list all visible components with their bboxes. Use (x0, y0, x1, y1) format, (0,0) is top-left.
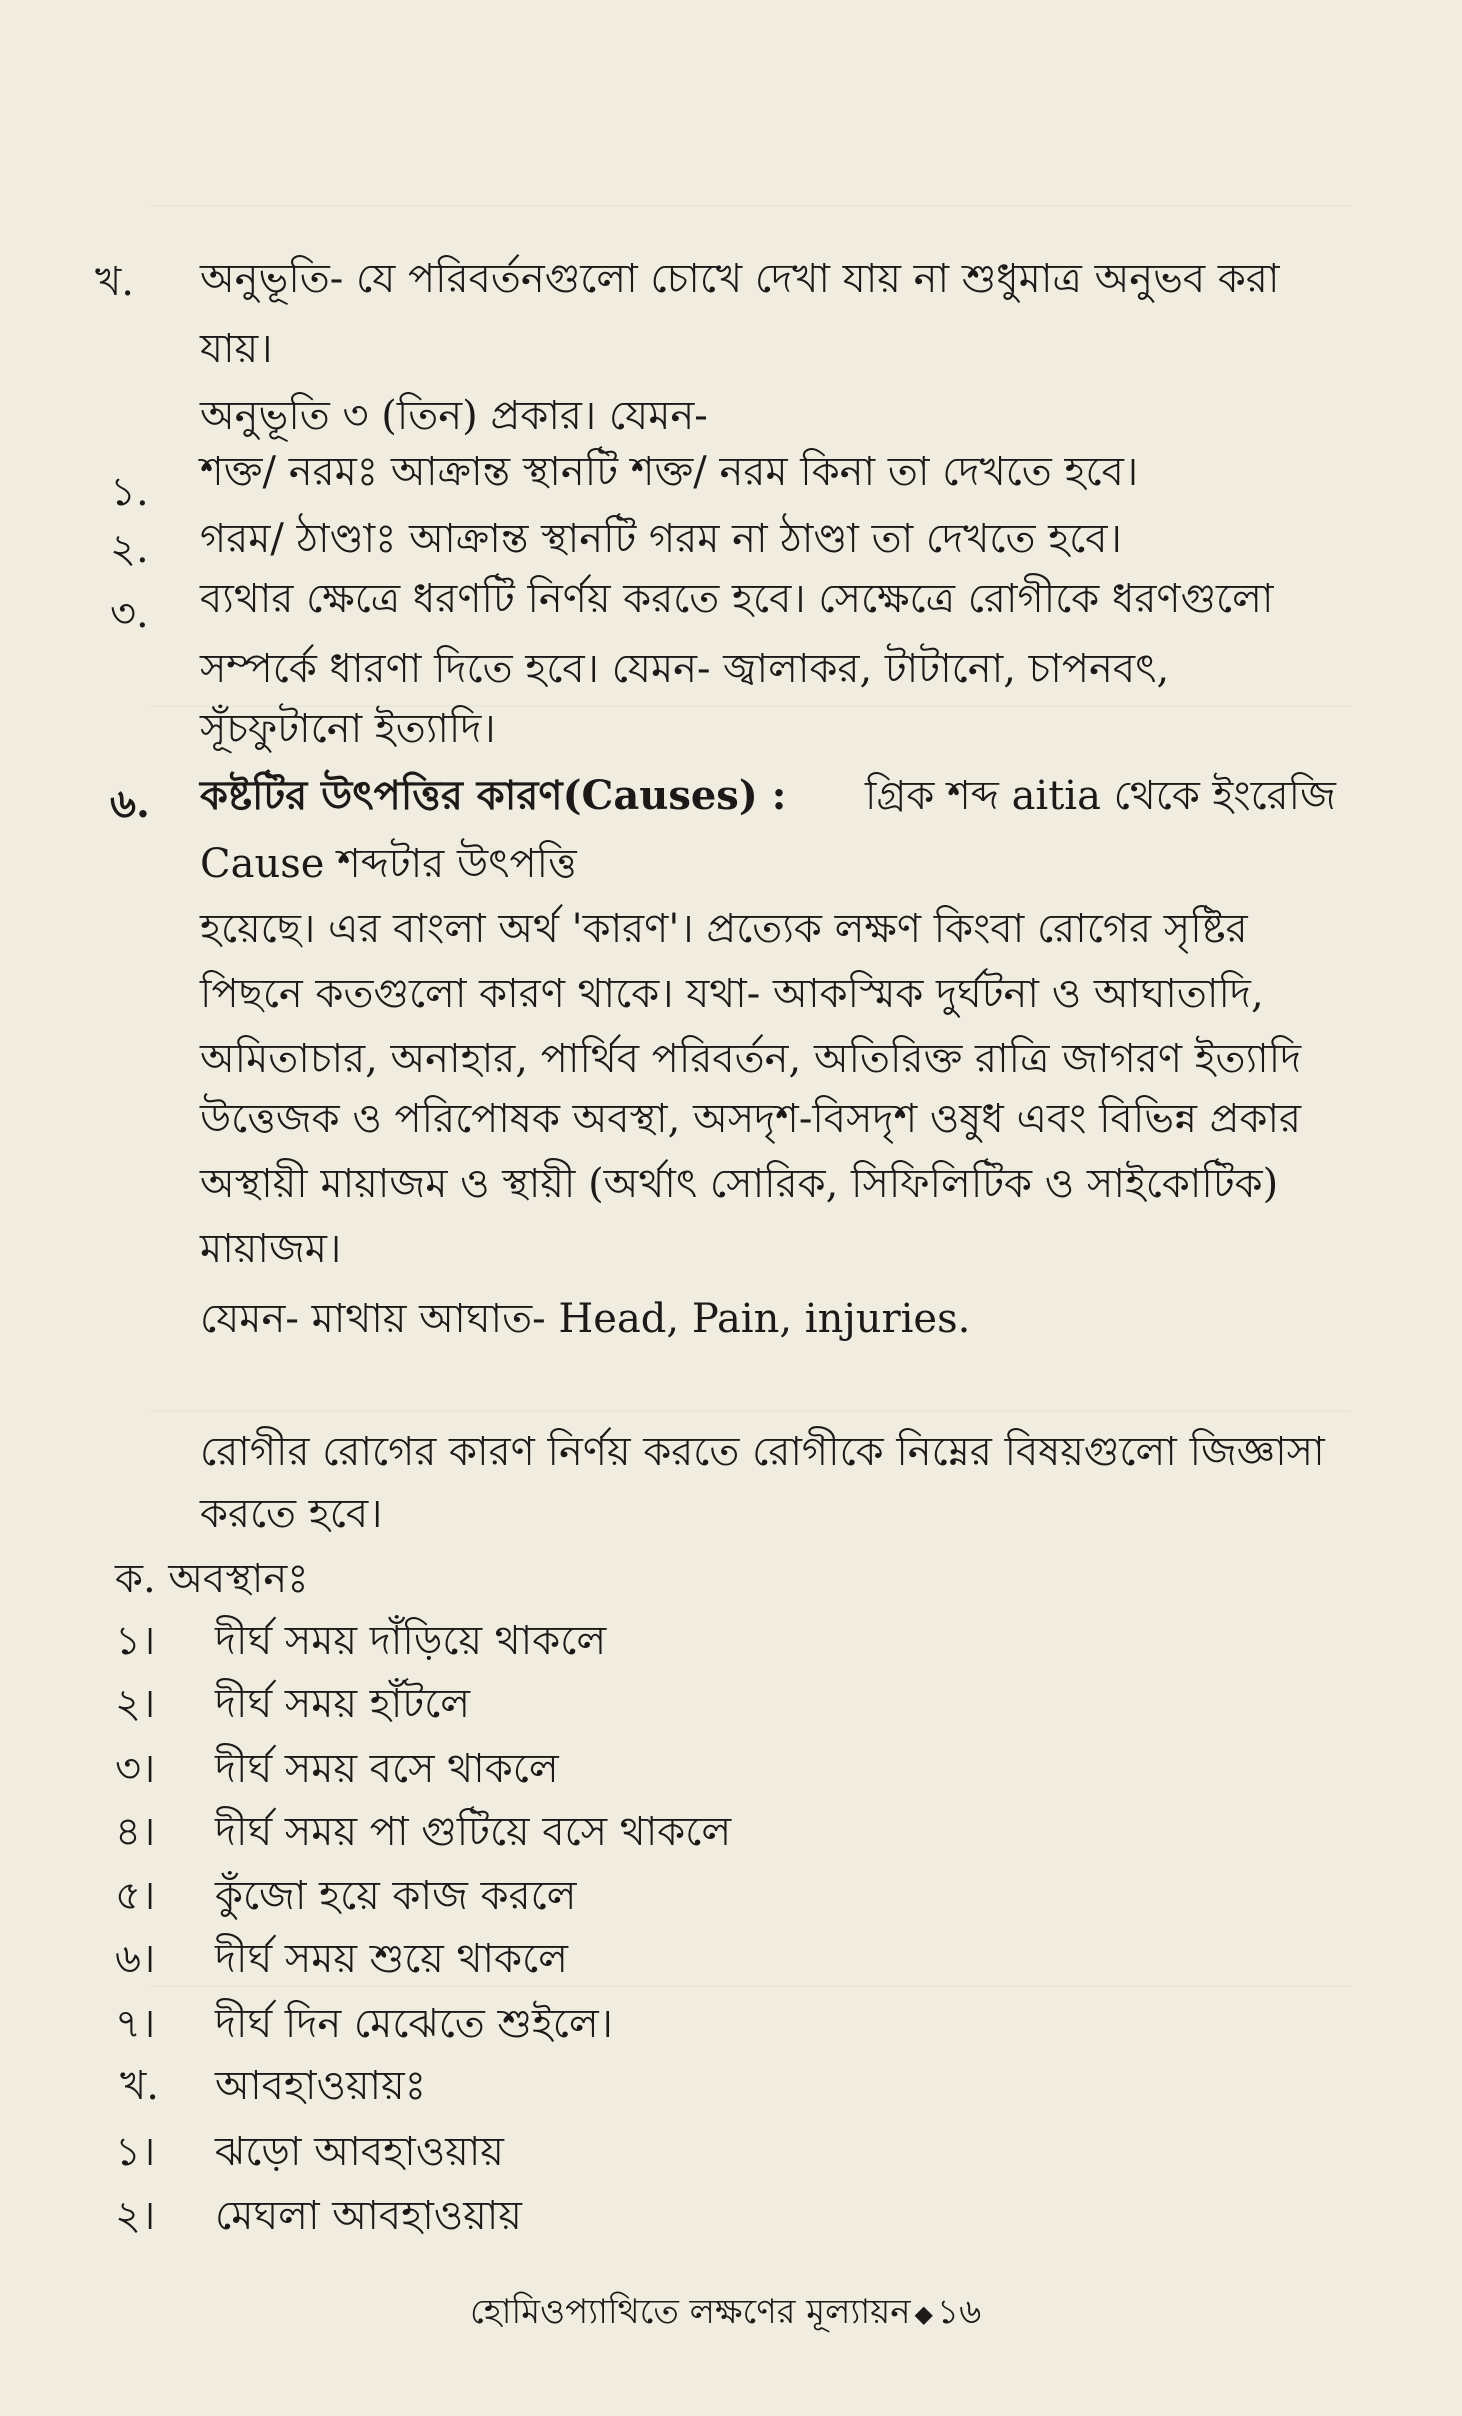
section-number: খ. (95, 259, 134, 305)
list-item: দীর্ঘ সময় হাঁটলে (215, 1681, 471, 1727)
paragraph-line: অস্থায়ী মায়াজম ও স্থায়ী (অর্থাৎ সোরিক, সিফিলিটিক ও সাইকোটিক) (200, 1161, 1279, 1207)
text-line: যায়। (200, 326, 273, 372)
subsection-heading: আবহাওয়ায়ঃ (215, 2063, 427, 2109)
paragraph-line: উত্তেজক ও পরিপোষক অবস্থা, অসদৃশ-বিসদৃশ ওষুধ এবং বিভিন্ন প্রকার (200, 1096, 1302, 1142)
example-line: যেমন- মাথায় আঘাত- Head, Pain, injuries. (200, 1296, 971, 1342)
subsection-heading: ক. অবস্থানঃ (115, 1556, 309, 1602)
list-item: শক্ত/ নরমঃ আক্রান্ত স্থানটি শক্ত/ নরম কিনা তা দেখতে হবে। (200, 449, 1139, 495)
page-footer (470, 2290, 981, 2336)
section-heading: কষ্টটির উৎপত্তির কারণ(Causes) : (200, 772, 787, 819)
list-item: গরম/ ঠাণ্ডাঃ আক্রান্ত স্থানটি গরম না ঠাণ্ডা তা দেখতে হবে। (200, 516, 1122, 562)
list-number: ৫। (115, 1873, 156, 1919)
list-item: দীর্ঘ সময় দাঁড়িয়ে থাকলে (215, 1618, 607, 1664)
text-line: অনুভূতি- যে পরিবর্তনগুলো চোখে দেখা যায় না শুধুমাত্র অনুভব করা (200, 256, 1280, 302)
text-line: করতে হবে। (200, 1491, 383, 1537)
list-number: ৩. (110, 591, 149, 637)
list-item: মেঘলা আবহাওয়ায় (215, 2193, 522, 2239)
footer-title: হোমিওপ্যাথিতে লক্ষণের মূল্যায়ন (470, 2292, 911, 2332)
list-number: ১। (115, 2129, 156, 2175)
page-number: ১৬ (937, 2292, 982, 2332)
list-item-continuation: সম্পর্কে ধারণা দিতে হবে। যেমন- জ্বালাকর, টাটানো, চাপনবৎ, (200, 646, 1170, 692)
list-number: ৭। (115, 2001, 156, 2047)
list-number: ১। (115, 1618, 156, 1664)
paragraph-line: হয়েছে। এর বাংলা অর্থ 'কারণ'। প্রত্যেক লক্ষণ কিংবা রোগের সৃষ্টির (200, 906, 1248, 952)
bleed-through-line (150, 1410, 1350, 1412)
list-number: ২. (110, 526, 149, 572)
paragraph-line: মায়াজম। (200, 1226, 342, 1272)
list-item: দীর্ঘ সময় পা গুটিয়ে বসে থাকলে (215, 1809, 732, 1855)
list-number: ৪। (115, 1809, 156, 1855)
list-number: ১. (110, 469, 149, 515)
list-item: দীর্ঘ সময় শুয়ে থাকলে (215, 1936, 568, 1982)
section-number: ৬. (110, 780, 150, 827)
diamond-icon: ◆ (914, 2300, 934, 2328)
list-item-continuation: সূঁচফুটানো ইত্যাদি। (200, 706, 496, 752)
list-item: দীর্ঘ সময় বসে থাকলে (215, 1746, 559, 1792)
list-item: ঝড়ো আবহাওয়ায় (215, 2129, 504, 2175)
subsection-number: খ. (120, 2063, 159, 2109)
list-number: ৬। (115, 1936, 156, 1982)
list-item: দীর্ঘ দিন মেঝেতে শুইলে। (215, 2001, 613, 2047)
paragraph-line: পিছনে কতগুলো কারণ থাকে। যথা- আকস্মিক দুর্ঘটনা ও আঘাতাদি, (200, 971, 1264, 1017)
paragraph-line: অমিতাচার, অনাহার, পার্থিব পরিবর্তন, অতিরিক্ত রাত্রি জাগরণ ইত্যাদি (200, 1036, 1302, 1082)
text-line: রোগীর রোগের কারণ নির্ণয় করতে রোগীকে নিম্নের বিষয়গুলো জিজ্ঞাসা (200, 1429, 1325, 1475)
list-number: ২। (115, 2193, 156, 2239)
text-line: গ্রিক শব্দ aitia থেকে ইংরেজি (865, 773, 1336, 819)
text-line: Cause শব্দটার উৎপত্তি (200, 841, 577, 887)
list-item: ব্যথার ক্ষেত্রে ধরণটি নির্ণয় করতে হবে। সেক্ষেত্রে রোগীকে ধরণগুলো (200, 576, 1274, 622)
list-item: কুঁজো হয়ে কাজ করলে (215, 1873, 577, 1919)
bleed-through-line (150, 205, 1350, 207)
list-number: ২। (115, 1681, 156, 1727)
list-number: ৩। (115, 1746, 156, 1792)
bleed-through-line (150, 1985, 1350, 1987)
text-line: অনুভূতি ৩ (তিন) প্রকার। যেমন- (200, 393, 708, 439)
